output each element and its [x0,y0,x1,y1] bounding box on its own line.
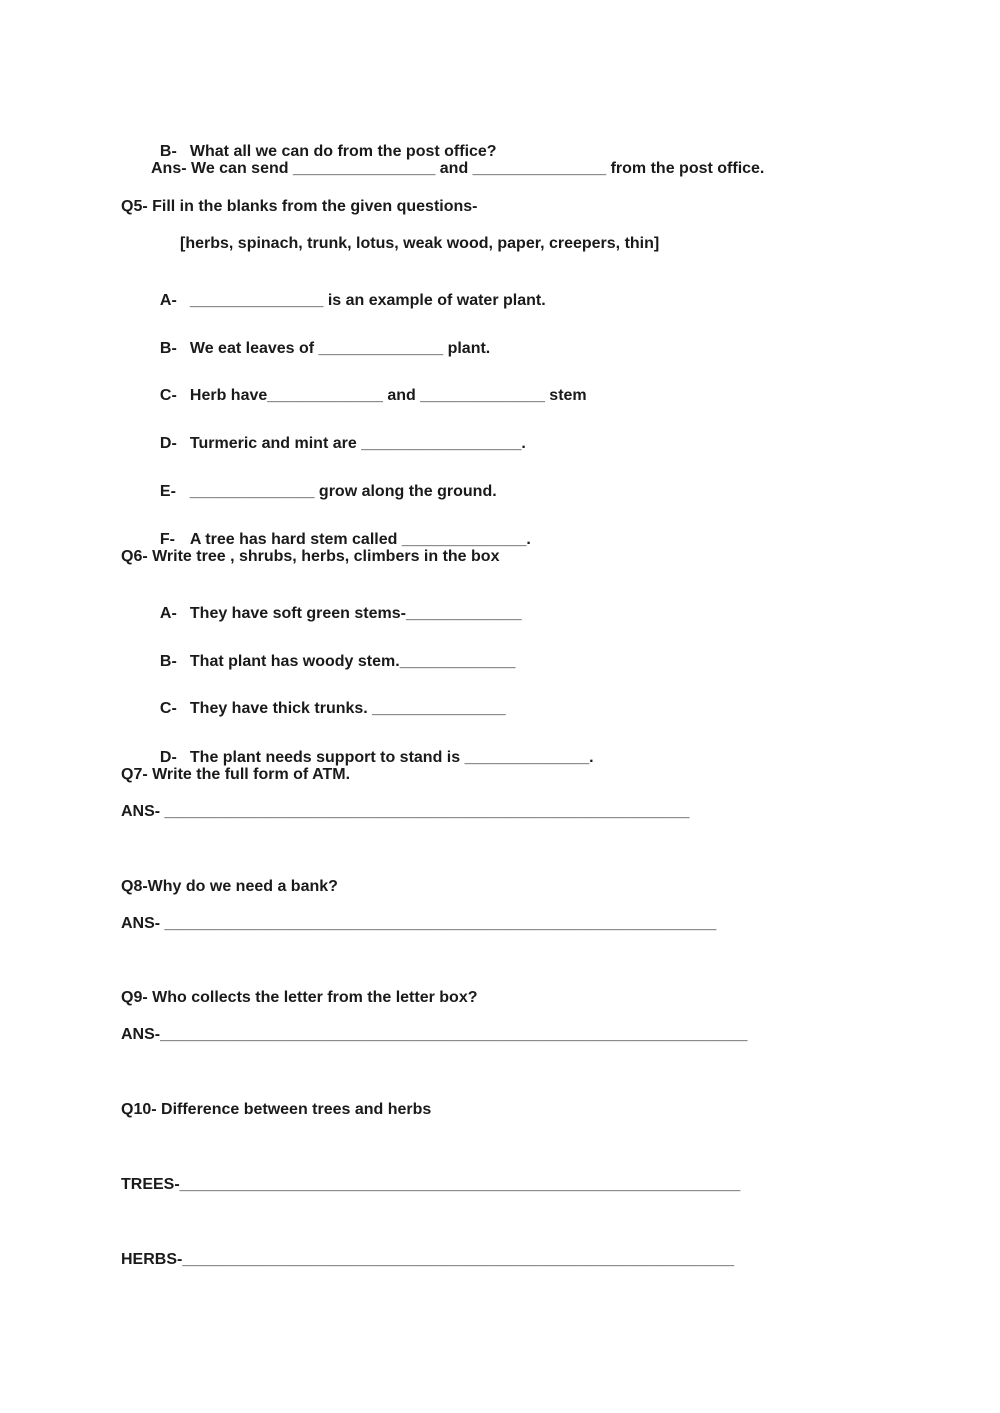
item-text: Turmeric and mint are __________________. [189,435,526,452]
item-marker: B- [159,340,177,357]
item-text: They have thick trunks. _______________ [189,700,506,717]
q6-item-c [151,679,506,717]
q9-answer-line: ANS-__________________________________________________________________ [121,1026,748,1043]
question-text: What all we can do from the post office? [189,143,497,160]
item-text: A tree has hard stem called ______________. [189,531,531,548]
item-marker: C- [159,387,177,404]
q10-title: Q10- Difference between trees and herbs [121,1101,432,1118]
q7-answer-line: ANS- ___________________________________________________________ [121,803,690,820]
q8-title: Q8-Why do we need a bank? [121,878,338,895]
q4b-question [151,122,497,160]
q4b-answer-line: Ans- We can send ________________ and _______________ from the post office. [151,160,765,177]
item-marker: E- [159,483,176,500]
q9-title: Q9- Who collects the letter from the letter box? [121,989,478,1006]
item-text: We eat leaves of ______________ plant. [189,340,491,357]
item-text: _______________ is an example of water plant. [189,292,546,309]
item-marker: B- [159,143,177,160]
item-text: The plant needs support to stand is ______________. [189,749,594,766]
q5-item-b [151,319,491,357]
item-text: Herb have_____________ and ______________ stem [189,387,587,404]
q5-item-d [151,414,526,452]
item-marker: D- [159,749,177,766]
q6-title: Q6- Write tree , shrubs, herbs, climbers in the box [121,548,500,565]
q8-answer-line: ANS- ______________________________________________________________ [121,915,717,932]
item-marker: F- [159,531,175,548]
q7-title: Q7- Write the full form of ATM. [121,766,351,783]
q5-item-a [151,271,546,309]
item-marker: B- [159,653,177,670]
item-marker: A- [159,292,177,309]
q10-herbs-line: HERBS-______________________________________________________________ [121,1251,735,1268]
item-marker: D- [159,435,177,452]
q5-word-bank: [herbs, spinach, trunk, lotus, weak wood, paper, creepers, thin] [180,235,660,252]
q6-item-a [151,584,522,622]
q6-item-b [151,632,516,670]
q5-title: Q5- Fill in the blanks from the given questions- [121,198,478,215]
q5-item-c [151,366,587,404]
q5-item-f [151,510,531,548]
item-text: They have soft green stems-_____________ [189,605,522,622]
item-marker: C- [159,700,177,717]
q5-item-e [151,462,497,500]
item-text: That plant has woody stem._____________ [189,653,516,670]
item-text: ______________ grow along the ground. [189,483,497,500]
item-marker: A- [159,605,177,622]
q6-item-d [151,728,594,766]
q10-trees-line: TREES-_______________________________________________________________ [121,1176,741,1193]
